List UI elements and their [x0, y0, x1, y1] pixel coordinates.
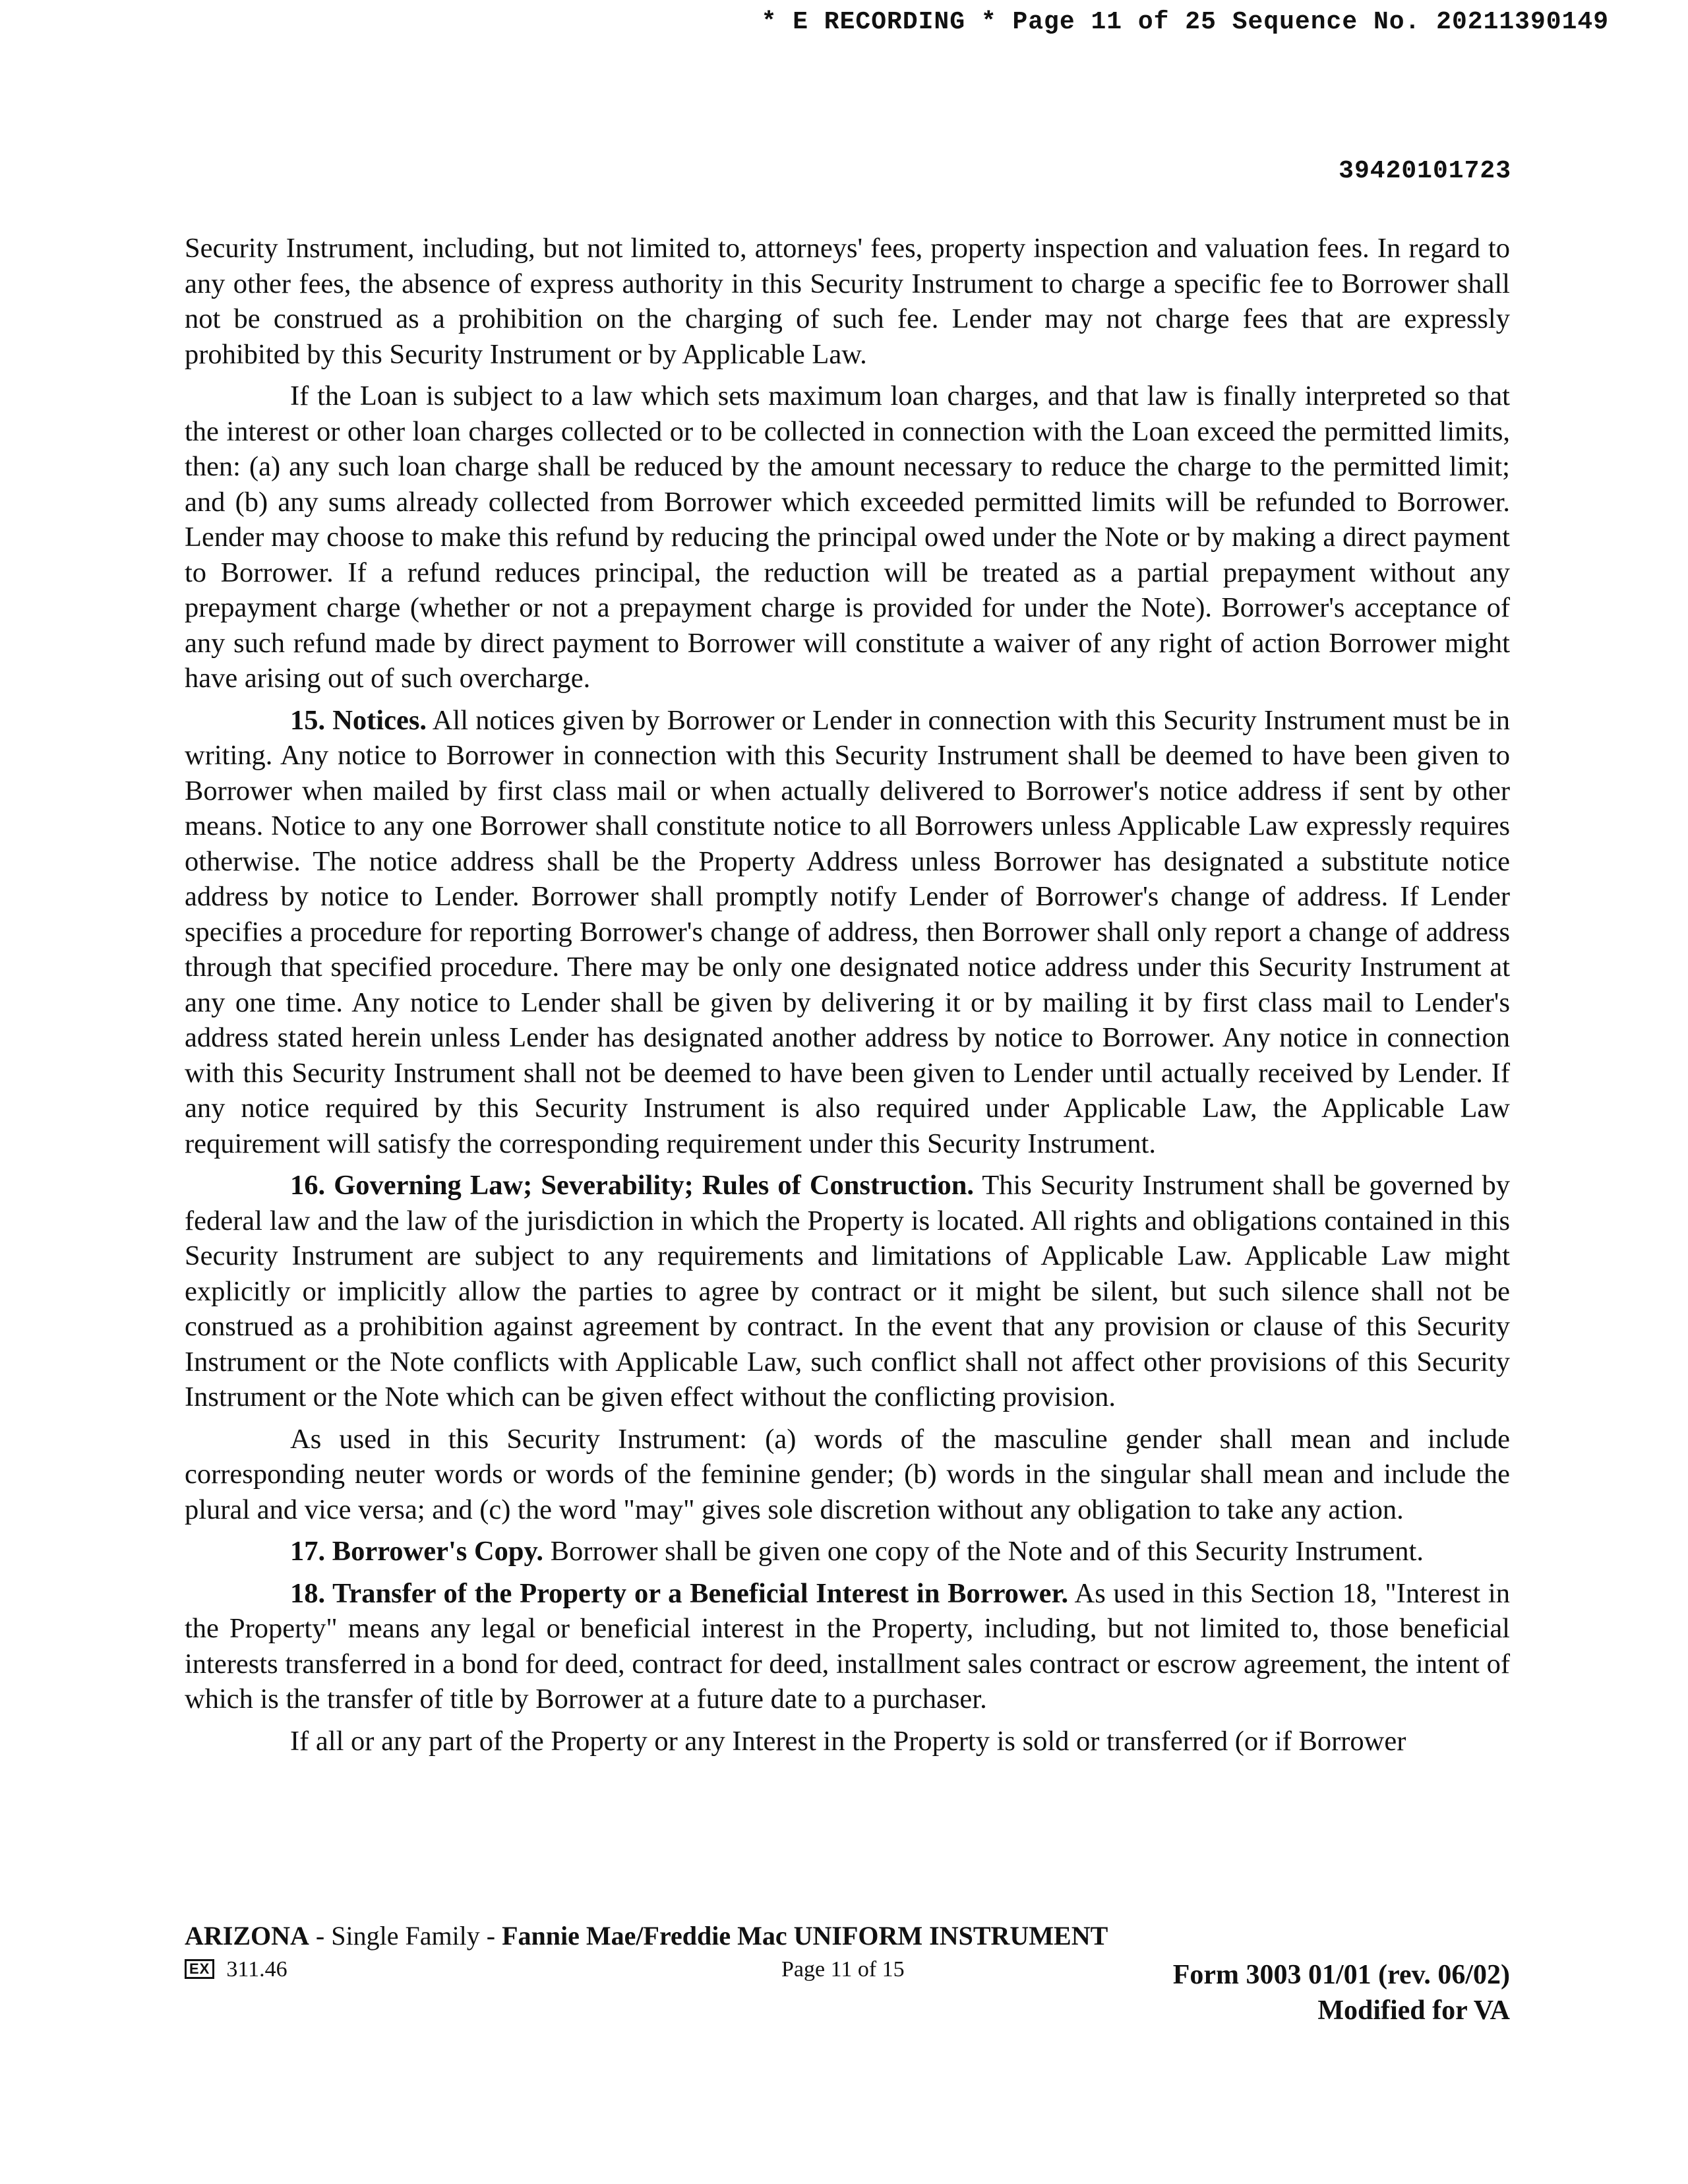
footer-separator: - Single Family -: [309, 1921, 502, 1951]
footer-state: ARIZONA: [185, 1921, 309, 1951]
section-18-text: As used in this Section 18, "Interest in the Property" means any legal or beneficial interest in the Property, including, but not limited to, those beneficial interests transferred in a bond for deed, contract for deed, installment sales contract or escrow agreement, the intent of which is the transfer of title by Borrower at a future date to a purchaser.: [185, 1577, 1510, 1714]
document-body: [185, 231, 1510, 1765]
footer-form-info: [1173, 1957, 1510, 2028]
paragraph-loan-charges: If the Loan is subject to a law which sets maximum loan charges, and that law is finally interpreted so that the interest or other loan charges collected or to be collected in connection with the Loan exceed the permitted limits, then: (a) any such loan charge shall be reduced by the amount necessary to reduce the charge to the permitted limit; and (b) any sums already collected from Borrower which exceeded permitted limits will be refunded to Borrower. Lender may choose to make this refund by reducing the principal owed under the Note or by making a direct payment to Borrower. If a refund reduces principal, the reduction will be treated as a partial prepayment without any prepayment charge (whether or not a prepayment charge is provided for under the Note). Borrower's acceptance of any such refund made by direct payment to Borrower will constitute a waiver of any right of action Borrower might have arising out of such overcharge.: [185, 380, 1510, 694]
form-modified: Modified for VA: [1317, 1995, 1510, 2026]
footer-row: [185, 1953, 1510, 2026]
loan-number: 39420101723: [1339, 157, 1511, 185]
footer-instrument: Fannie Mae/Freddie Mac UNIFORM INSTRUMENT: [502, 1921, 1108, 1951]
form-code-value: 311.46: [226, 1957, 287, 1982]
footer-page-number: Page 11 of 15: [781, 1957, 905, 1982]
paragraph-transfer-continued: If all or any part of the Property or any Interest in the Property is sold or transferred (or if Borrower: [290, 1725, 1406, 1757]
section-15-heading: 15. Notices.: [290, 704, 427, 736]
section-18-heading: 18. Transfer of the Property or a Beneficial Interest in Borrower.: [290, 1577, 1069, 1609]
section-16-text: This Security Instrument shall be governed by federal law and the law of the jurisdiction in which the Property is located. All rights and obligations contained in this Security Instrument are subject to any requirements and limitations of Applicable Law. Applicable Law might explicitly or implicitly allow the parties to agree by contract or it might be silent, but such silence shall not be construed as a prohibition against agreement by contract. In the event that any provision or clause of this Security Instrument or the Note conflicts with Applicable Law, such conflict shall not affect other provisions of this Security Instrument or the Note which can be given effect without the conflicting provision.: [185, 1170, 1511, 1412]
section-15-notices: [185, 703, 1510, 1162]
footer-form-code: [185, 1957, 287, 1982]
form-number: Form 3003 01/01 (rev. 06/02): [1172, 1960, 1510, 1990]
section-16-governing-law: [185, 1168, 1510, 1415]
page-footer: [185, 1919, 1510, 2026]
paragraph-as-used: As used in this Security Instrument: (a) words of the masculine gender shall mean and include corresponding neuter words or words of the feminine gender; (b) words in the singular shall mean and include the plural and vice versa; and (c) the word "may" gives sole discretion without any obligation to take any action.: [185, 1423, 1510, 1525]
footer-instrument-line: [185, 1919, 1510, 1953]
paragraph-fees: Security Instrument, including, but not limited to, attorneys' fees, property inspection and valuation fees. In regard to any other fees, the absence of express authority in this Security Instrument to charge a specific fee to Borrower shall not be construed as a prohibition on the charging of such fee. Lender may not charge fees that are expressly prohibited by this Security Instrument or by Applicable Law.: [185, 233, 1510, 370]
recording-header: * E RECORDING * Page 11 of 25 Sequence No. 20211390149: [761, 8, 1609, 36]
section-17-text: Borrower shall be given one copy of the Note and of this Security Instrument.: [550, 1536, 1424, 1567]
section-15-text: All notices given by Borrower or Lender in connection with this Security Instrument must be in writing. Any notice to Borrower in connection with this Security Instrument shall be deemed to have been given to Borrower when mailed by first class mail or when actually delivered to Borrower's notice address if sent by other means. Notice to any one Borrower shall constitute notice to all Borrowers unless Applicable Law expressly requires otherwise. The notice address shall be the Property Address unless Borrower has designated a substitute notice address by notice to Lender. Borrower shall promptly notify Lender of Borrower's change of address. If Lender specifies a procedure for reporting Borrower's change of address, then Borrower shall only report a change of address through that specified procedure. There may be only one designated notice address under this Security Instrument at any one time. Any notice to Lender shall be given by delivering it or by mailing it by first class mail to Lender's address stated herein unless Lender has designated another address by notice to Borrower. Any notice in connection with this Security Instrument shall not be deemed to have been given to Lender until actually received by Lender. If any notice required by this Security Instrument is also required under Applicable Law, the Applicable Law requirement will satisfy the corresponding requirement under this Security Instrument.: [185, 704, 1511, 1159]
section-16-heading: 16. Governing Law; Severability; Rules of Construction.: [290, 1170, 974, 1201]
section-18-transfer: [185, 1576, 1510, 1717]
section-17-heading: 17. Borrower's Copy.: [290, 1536, 544, 1567]
ex-logo-icon: EX: [185, 1959, 214, 1979]
section-17-borrowers-copy: [185, 1534, 1510, 1569]
